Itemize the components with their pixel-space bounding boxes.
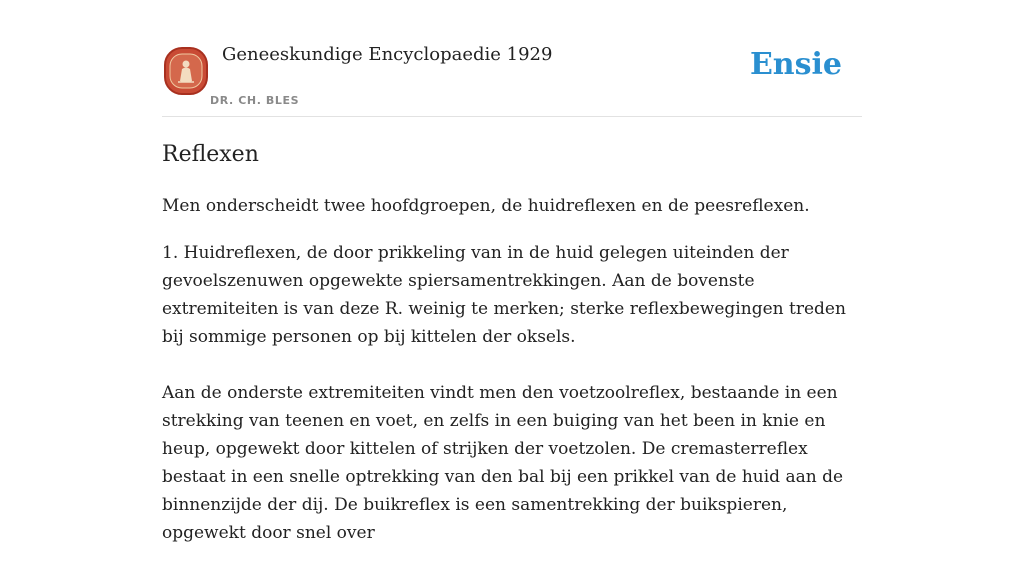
- article-paragraph: 1. Huidreflexen, de door prikkeling van in de huid gelegen uiteinden der gevoelszenuwen opgewekte spiersamentrekkingen. Aan de bovenste extremiteiten is van deze R. weinig te merken; sterke reflexbewegingen treden bij sommige personen op bij kittelen der oksels.: [162, 243, 846, 347]
- ensie-logo[interactable]: Ensie: [749, 47, 842, 82]
- header: [162, 0, 862, 117]
- article-paragraph: Aan de onderste extremiteiten vindt men den voetzoolreflex, bestaande in een strekking van teenen en voet, en zelfs in een buiging van het been in knie en heup, opgewekt door kittelen of strijken der voetzolen. De cremasterreflex bestaat in een snelle optrekking van den bal bij een prikkel van de huid aan de binnenzijde der dij. De buikreflex is een samentrekking der buikspieren, opgewekt door snel over: [162, 383, 844, 543]
- article-paragraph: Men onderscheidt twee hoofdgroepen, de huidreflexen en de peesreflexen.: [162, 196, 810, 216]
- book-cover-logo[interactable]: [164, 47, 208, 95]
- author-name[interactable]: DR. CH. BLES: [210, 94, 300, 107]
- book-title[interactable]: Geneeskundige Encyclopaedie 1929: [222, 44, 553, 65]
- article-body: [162, 192, 862, 566]
- page: [162, 0, 862, 543]
- article-title: Reflexen: [162, 142, 259, 167]
